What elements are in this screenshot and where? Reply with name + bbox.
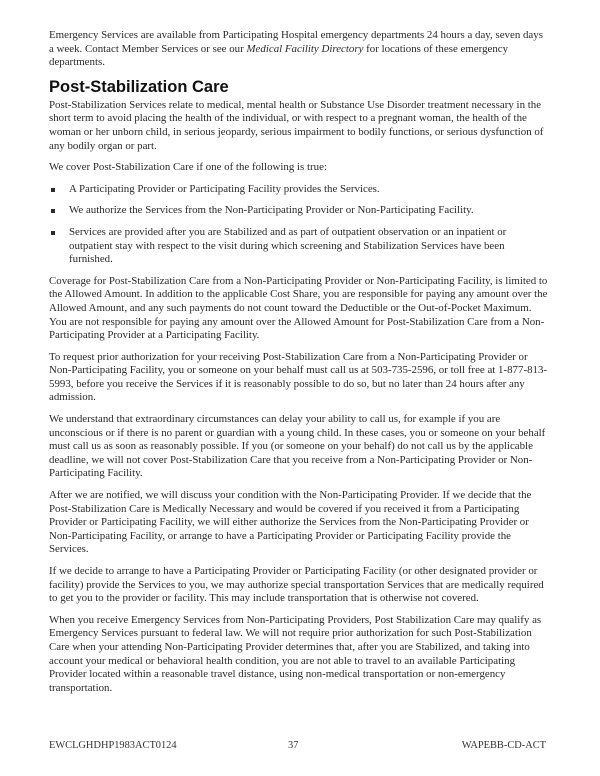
coverage-conditions-list <box>49 183 549 267</box>
list-item <box>49 183 549 197</box>
extraordinary-circumstances-paragraph: We understand that extraordinary circumstances can delay your ability to call us, for example if you are unconscious or if there is no parent or guardian with a young child. In these cases, you or someone on your behalf must call us as soon as reasonably possible. If you (or someone on your behalf) do not call us by the applicable deadline, we will not cover Post-Stabilization Care that you receive from a Non-Participating Provider or Non-Participating Facility. <box>49 413 546 480</box>
after-notification-paragraph: After we are notified, we will discuss your condition with the Non-Participating Provider. If we decide that the Post-Stabilization Care is Medically Necessary and would be covered if you received it from a Participating Provider or Participating Facility, we will either authorize the Services from the Non-Participating Provider or Non-Participating Facility, or arrange to have a Participating Provider or Participating Facility provide the Services. <box>49 489 532 556</box>
allowed-amount-paragraph: Coverage for Post-Stabilization Care from a Non-Participating Provider or Non-Participating Facility, is limited to the Allowed Amount. In addition to the applicable Cost Share, you are responsible for paying any amount over the Allowed Amount, and any such payments do not count toward the Deductible or the Out-of-Pocket Maximum. You are not responsible for paying any amount over the Allowed Amount for Post-Stabilization Care from a Non-Participating Provider at a Participating Facility. <box>49 274 548 342</box>
bullet-icon <box>51 231 55 235</box>
definition-paragraph: Post-Stabilization Services relate to medical, mental health or Substance Use Disorder treatment necessary in the short term to avoid placing the health of the individual, or with respect to a pregnant woman, the health of the woman or her unborn child, in serious jeopardy, serious impairment to bodily functions, or serious dysfunction of any bodily organ or part. <box>49 98 544 152</box>
list-item-text: Services are provided after you are Stabilized and as part of outpatient observation or an inpatient or outpatient stay with respect to the visit during which screening and Stabilization Services have been furnished. <box>69 225 507 266</box>
plan-code: WAPEBB-CD-ACT <box>461 740 546 751</box>
section-heading: Post-Stabilization Care <box>49 77 229 96</box>
bullet-icon <box>51 188 55 192</box>
page-footer <box>49 739 549 753</box>
list-item <box>49 204 549 218</box>
prior-authorization-paragraph: To request prior authorization for your receiving Post-Stabilization Care from a Non-Participating Provider or Non-Participating Facility, you or someone on your behalf must call us at 503-735-2596, or toll free at 1-877-813-5993, before you receive the Services if it is reasonably possible to do so, but no later than 24 hours after any admission. <box>49 350 548 404</box>
medical-facility-directory-title: Medical Facility Directory <box>246 42 364 55</box>
list-item-text: We authorize the Services from the Non-Participating Provider or Non-Participating Facility. <box>69 204 474 217</box>
document-code: EWCLGHDHP1983ACT0124 <box>49 740 177 751</box>
document-page <box>49 0 549 703</box>
list-item <box>49 226 549 267</box>
intro-paragraph <box>49 29 549 70</box>
transportation-paragraph: If we decide to arrange to have a Participating Provider or Participating Facility (or other designated provider or facility) provide the Services to you, we may authorize special transportation Services that are medically required to get you to the provider or facility. This may include transportation that is otherwise not covered. <box>49 565 544 605</box>
page-number: 37 <box>288 740 299 751</box>
intro-text-start: Emergency Services are available from Participating Hospital emergency departments 24 hours a day, seven days a week. Contact Member Services or see our <box>49 29 543 55</box>
coverage-conditions-intro: We cover Post-Stabilization Care if one of the following is true: <box>49 161 327 174</box>
federal-law-paragraph: When you receive Emergency Services from Non-Participating Providers, Post Stabilization Care may qualify as Emergency Services pursuant to federal law. We will not require prior authorization for such Post-Stabilization Care when your attending Non-Participating Provider determines that, after you are Stabilized, and taking into account your medical or behavioral health condition, you are not able to travel to an available Participating Provider located within a reasonable travel distance, using non-medical transportation or non-emergency transportation. <box>49 613 542 694</box>
list-item-text: A Participating Provider or Participating Facility provides the Services. <box>69 182 380 195</box>
intro-text-end: for locations of these emergency departments. <box>49 42 509 69</box>
bullet-icon <box>51 209 55 213</box>
